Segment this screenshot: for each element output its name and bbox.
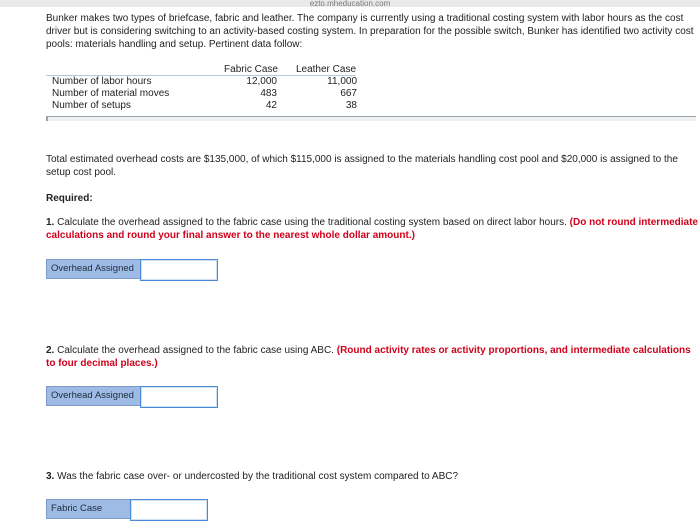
problem-intro: Bunker makes two types of briefcase, fabric and leather. The company is currently using a traditional costing system with labor hours as the cost driver but is considering switching to an activity-based costing system. In preparation for the possible switch, Bunker has identified two activity cost pools: materials handling and setup. Pertinent data follow: <box>46 13 694 50</box>
row-label: Number of material moves <box>52 88 170 99</box>
overhead-assigned-input-q1[interactable] <box>140 259 218 281</box>
question-2-number: 2. <box>46 345 55 356</box>
overhead-assigned-input-q2[interactable] <box>140 386 218 408</box>
table-header-leather: Leather Case <box>295 64 357 75</box>
question-1 <box>46 216 698 242</box>
question-3 <box>46 470 698 483</box>
fabric-case-select[interactable] <box>130 499 208 521</box>
overhead-assigned-label: Overhead Assigned <box>46 259 140 279</box>
scrollbar-thumb[interactable] <box>46 116 48 121</box>
fabric-value: 483 <box>260 88 277 99</box>
question-2 <box>46 344 698 370</box>
question-3-text: Was the fabric case over- or undercosted by the traditional cost system compared to ABC? <box>57 471 459 482</box>
horizontal-scrollbar[interactable] <box>46 116 696 121</box>
answer-row-q3 <box>46 499 208 519</box>
table-row <box>46 100 361 112</box>
leather-value: 38 <box>345 100 357 111</box>
question-2-instruction: (Round activity rates or activity proportions, and intermediate calculations to four decimal places.) <box>46 345 691 369</box>
question-2-text: Calculate the overhead assigned to the fabric case using ABC. <box>57 345 334 356</box>
overhead-description: Total estimated overhead costs are $135,000, of which $115,000 is assigned to the materials handling cost pool and $20,000 is assigned to the setup cost pool. <box>46 154 678 178</box>
table-row <box>46 88 361 100</box>
required-heading: Required: <box>46 193 93 204</box>
question-1-instruction: (Do not round intermediate calculations and round your final answer to the nearest whole dollar amount.) <box>46 217 698 241</box>
fabric-value: 12,000 <box>246 76 277 87</box>
site-url: ezto.mheducation.com <box>309 0 391 7</box>
table-header-fabric: Fabric Case <box>224 64 278 75</box>
question-1-number: 1. <box>46 217 55 228</box>
fabric-value: 42 <box>265 100 277 111</box>
browser-url-bar <box>0 0 700 7</box>
overhead-assigned-label: Overhead Assigned <box>46 386 140 406</box>
question-3-number: 3. <box>46 471 55 482</box>
table-row <box>46 76 361 88</box>
table-header-divider <box>46 75 356 76</box>
answer-row-q2 <box>46 386 218 406</box>
fabric-case-label: Fabric Case <box>46 499 130 519</box>
question-1-text: Calculate the overhead assigned to the fabric case using the traditional costing system based on direct labor hours. <box>57 217 567 228</box>
row-label: Number of labor hours <box>52 76 152 87</box>
row-label: Number of setups <box>52 100 131 111</box>
leather-value: 11,000 <box>327 76 357 87</box>
leather-value: 667 <box>340 88 357 99</box>
activity-data-table <box>46 64 361 112</box>
answer-row-q1 <box>46 259 218 279</box>
